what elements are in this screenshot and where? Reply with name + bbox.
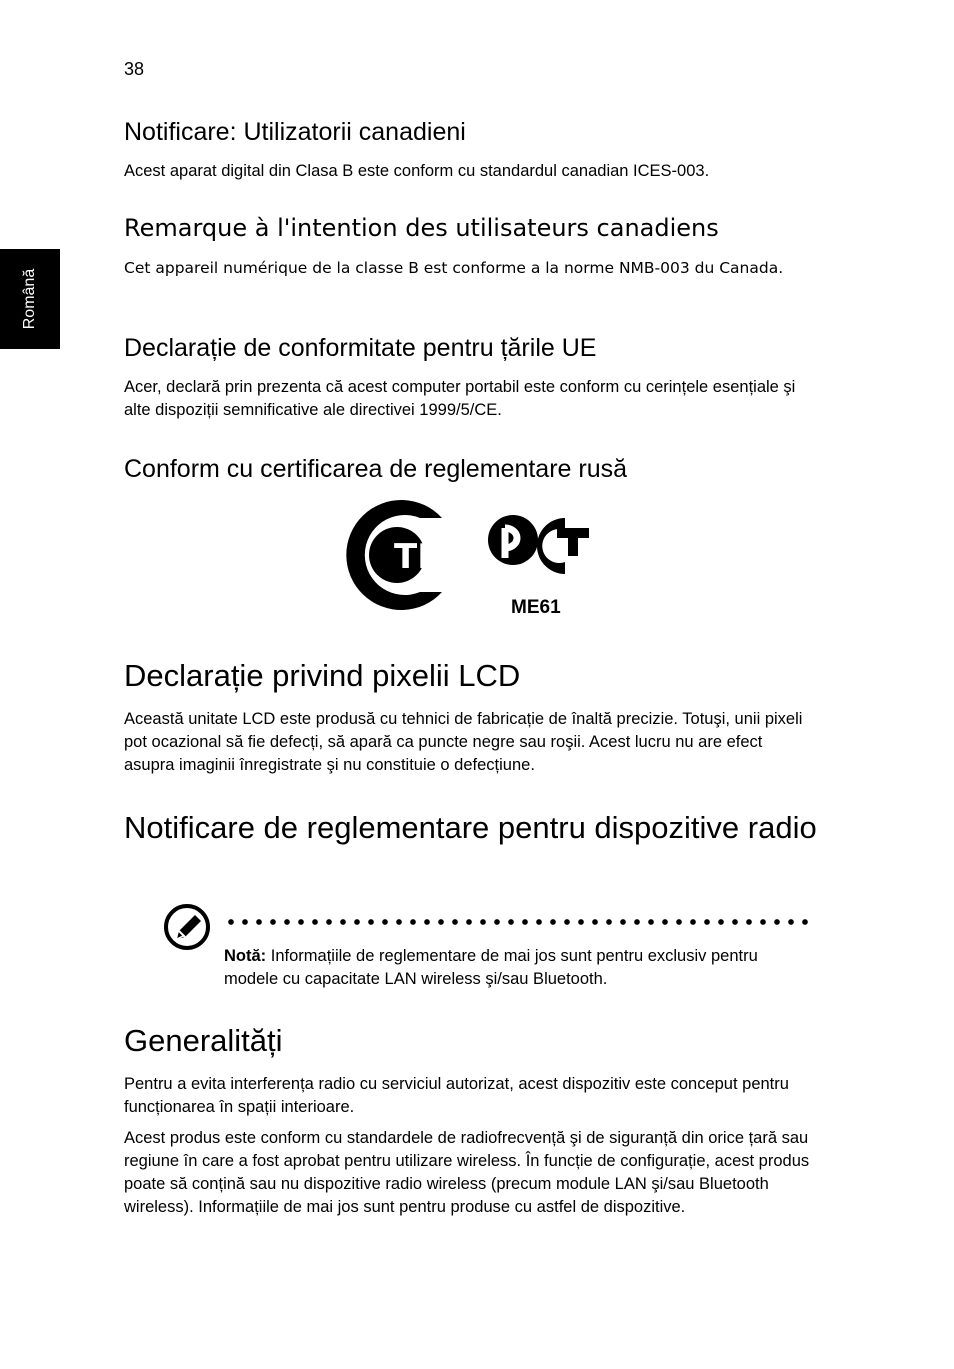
eu-text: Acer, declară prin prezenta că acest computer portabil este conform cu cerințele esențiale şi alte dispoziții semnificative ale directivei 1999/5/CE.: [124, 378, 796, 419]
pct-logo-code: ME61: [511, 597, 561, 618]
canada-fr-text: Cet appareil numérique de la classe B est conforme a la norme NMB-003 du Canada.: [124, 259, 784, 277]
note-dotted-rule: [224, 918, 812, 926]
eu-heading: Declarație de conformitate pentru țările UE: [124, 334, 597, 362]
gost-tr-logo-text: ТР: [394, 537, 443, 577]
lcd-text: Această unitate LCD este produsă cu tehnici de fabricație de înaltă precizie. Totuşi, unii pixeli pot ocazional să fie defecți, să apară ca puncte negre sau roşii. Acest lucru nu are efect asupra imaginii înregistrate şi nu constituie o defecțiune.: [124, 710, 803, 774]
gost-tr-logo: [332, 500, 462, 610]
general-para-1: Pentru a evita interferența radio cu serviciul autorizat, acest dispozitiv este conceput pentru funcționarea în spații interioare.: [124, 1075, 789, 1116]
general-para-2: Acest produs este conform cu standardele de radiofrecvență şi de siguranță din orice țară sau regiune în care a fost aprobat pentru utilizare wireless. În funcție de configurație, acest produs poate să conțină sau nu dispozitive radio wireless (precum module LAN şi/sau Bluetooth wireless). Informațiile de mai jos sunt pentru produse cu astfel de dispozitive.: [124, 1129, 810, 1216]
general-heading: Generalități: [124, 1023, 283, 1058]
note-pencil-icon: [163, 903, 211, 951]
language-label: Română: [21, 268, 38, 330]
note-label: Notă:: [224, 947, 267, 965]
canada-ro-heading: Notificare: Utilizatorii canadieni: [124, 118, 466, 146]
note-text: [224, 945, 814, 991]
radio-heading: Notificare de reglementare pentru dispozitive radio: [124, 810, 817, 845]
canada-ro-text: Acest aparat digital din Clasa B este conform cu standardul canadian ICES-003.: [124, 162, 710, 180]
pct-logo: [487, 498, 593, 623]
canada-fr-heading: Remarque à l'intention des utilisateurs canadiens: [124, 214, 719, 242]
note-body: Informațiile de reglementare de mai jos sunt pentru exclusiv pentru modele cu capacitate LAN wireless şi/sau Bluetooth.: [224, 947, 758, 988]
page-number: 38: [124, 59, 145, 79]
language-side-tab: [0, 249, 60, 349]
lcd-heading: Declarație privind pixelii LCD: [124, 658, 521, 693]
russia-heading: Conform cu certificarea de reglementare rusă: [124, 455, 628, 483]
